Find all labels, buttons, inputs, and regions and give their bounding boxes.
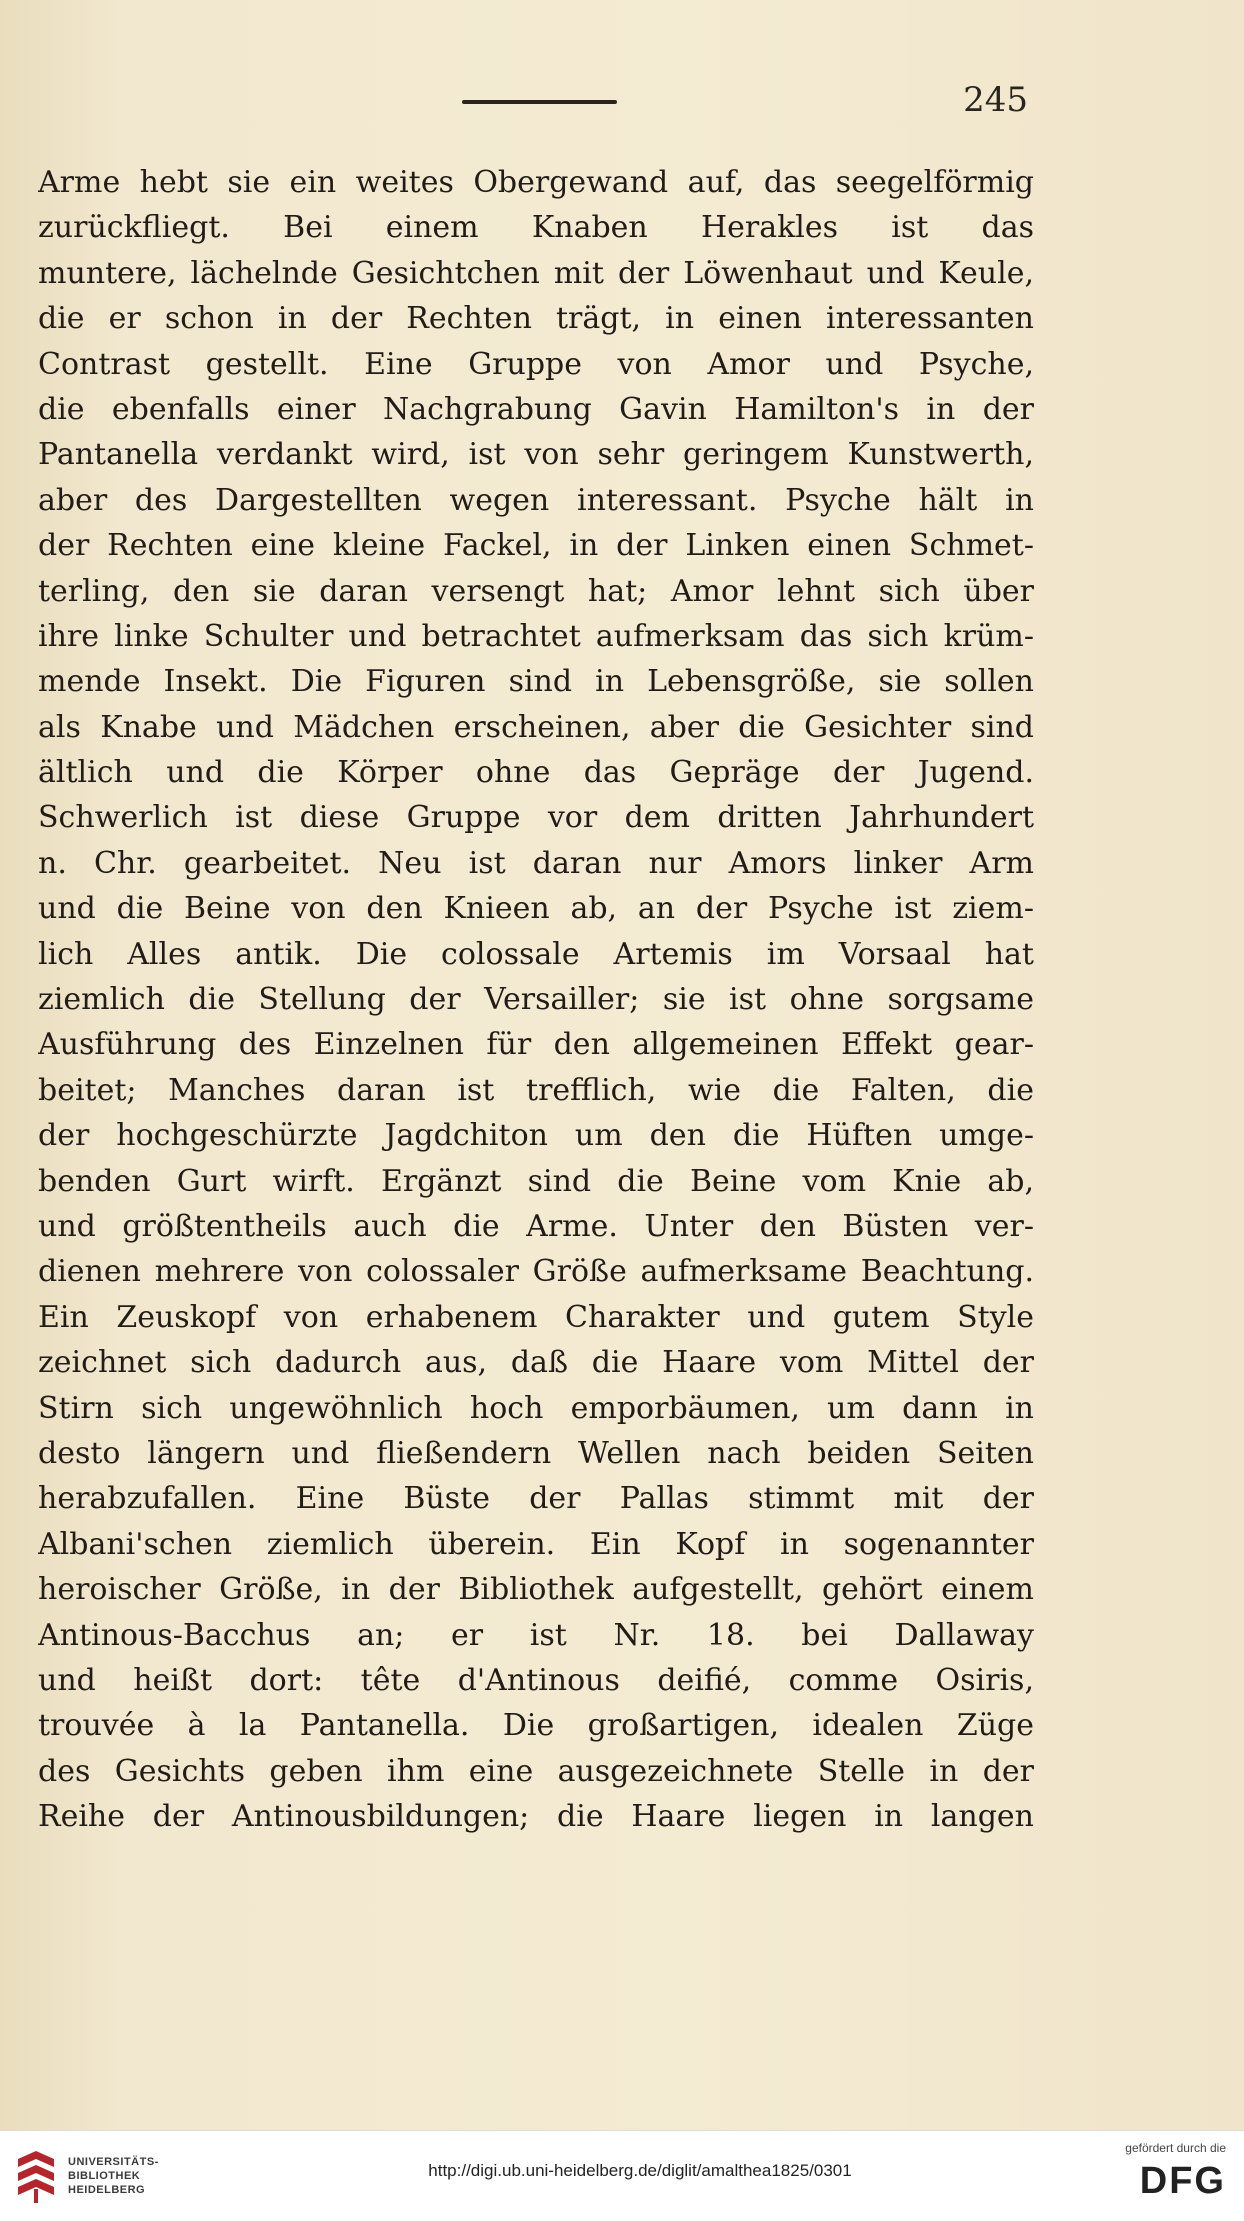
text-line: benden Gurt wirft. Ergänzt sind die Beine vom Knie ab, <box>38 1163 1034 1199</box>
text-line: Antinous-Bacchus an; er ist Nr. 18. bei Dallaway <box>38 1617 1034 1653</box>
footer-bar <box>0 2130 1244 2221</box>
text-line: mende Insekt. Die Figuren sind in Lebensgröße, sie sollen <box>38 664 1034 700</box>
text-line: ihre linke Schulter und betrachtet aufmerksam das sich krüm- <box>38 618 1034 654</box>
text-line: Stirn sich ungewöhnlich hoch emporbäumen, um dann in <box>38 1390 1034 1426</box>
heidelberg-logo-icon <box>14 2149 58 2205</box>
body-text <box>38 160 1034 1839</box>
source-url-link[interactable]: http://digi.ub.uni-heidelberg.de/diglit/amalthea1825/0301 <box>428 2161 852 2180</box>
text-line: Ausführung des Einzelnen für den allgemeinen Effekt gear- <box>38 1027 1034 1063</box>
text-line: herabzufallen. Eine Büste der Pallas stimmt mit der <box>38 1481 1034 1517</box>
text-line: Schwerlich ist diese Gruppe vor dem dritten Jahrhundert <box>38 800 1034 836</box>
library-name-line: BIBLIOTHEK <box>68 2170 141 2182</box>
sponsor-label: gefördert durch die <box>1125 2141 1226 2155</box>
text-line: der Rechten eine kleine Fackel, in der Linken einen Schmet- <box>38 528 1034 564</box>
text-line: der hochgeschürzte Jagdchiton um den die Hüften umge- <box>38 1118 1034 1154</box>
text-line: terling, den sie daran versengt hat; Amor lehnt sich über <box>38 573 1034 609</box>
text-line: Pantanella verdankt wird, ist von sehr geringem Kunstwerth, <box>38 437 1034 473</box>
text-line: aber des Dargestellten wegen interessant. Psyche hält in <box>38 482 1034 518</box>
text-line: des Gesichts geben ihm eine ausgezeichnete Stelle in der <box>38 1753 1034 1789</box>
text-line: ältlich und die Körper ohne das Gepräge der Jugend. <box>38 755 1034 791</box>
dfg-logo: DFG <box>1139 2160 1226 2202</box>
text-line: ziemlich die Stellung der Versailler; sie ist ohne sorgsame <box>38 982 1034 1018</box>
text-line: zeichnet sich dadurch aus, daß die Haare vom Mittel der <box>38 1345 1034 1381</box>
text-line: heroischer Größe, in der Bibliothek aufgestellt, gehört einem <box>38 1572 1034 1608</box>
text-line: Reihe der Antinousbildungen; die Haare liegen in langen <box>38 1799 1034 1835</box>
text-line: muntere, lächelnde Gesichtchen mit der Löwenhaut und Keule, <box>38 255 1034 291</box>
text-line: desto längern und fließendern Wellen nach beiden Seiten <box>38 1435 1034 1471</box>
text-line: Contrast gestellt. Eine Gruppe von Amor und Psyche, <box>38 346 1034 382</box>
sponsor-block[interactable] <box>1086 2141 1226 2203</box>
text-line: n. Chr. gearbeitet. Neu ist daran nur Amors linker Arm <box>38 845 1034 881</box>
text-line: lich Alles antik. Die colossale Artemis im Vorsaal hat <box>38 936 1034 972</box>
text-line: Albani'schen ziemlich überein. Ein Kopf in sogenannter <box>38 1526 1034 1562</box>
library-name-line: HEIDELBERG <box>68 2184 146 2196</box>
text-line: Ein Zeuskopf von erhabenem Charakter und gutem Style <box>38 1299 1034 1335</box>
text-line: dienen mehrere von colossaler Größe aufmerksame Beachtung. <box>38 1254 1034 1290</box>
text-line: und größtentheils auch die Arme. Unter den Büsten ver- <box>38 1208 1034 1244</box>
text-line: die ebenfalls einer Nachgrabung Gavin Hamilton's in der <box>38 391 1034 427</box>
text-line: Arme hebt sie ein weites Obergewand auf, das seegelförmig <box>38 165 1034 200</box>
text-line: und die Beine von den Knieen ab, an der Psyche ist ziem- <box>38 891 1034 927</box>
text-line: die er schon in der Rechten trägt, in einen interessanten <box>38 301 1034 337</box>
library-name <box>68 2155 159 2197</box>
library-logo[interactable] <box>14 2143 184 2209</box>
page-number: 245 <box>963 80 1028 120</box>
text-line: zurückfliegt. Bei einem Knaben Herakles ist das <box>38 210 1034 246</box>
header-rule <box>462 100 617 104</box>
text-line: als Knabe und Mädchen erscheinen, aber die Gesichter sind <box>38 709 1034 745</box>
text-line: und heißt dort: tête d'Antinous deifié, comme Osiris, <box>38 1662 1034 1698</box>
text-line: trouvée à la Pantanella. Die großartigen, idealen Züge <box>38 1708 1034 1744</box>
library-name-line: UNIVERSITÄTS- <box>68 2156 159 2168</box>
text-line: beitet; Manches daran ist trefflich, wie die Falten, die <box>38 1072 1034 1108</box>
